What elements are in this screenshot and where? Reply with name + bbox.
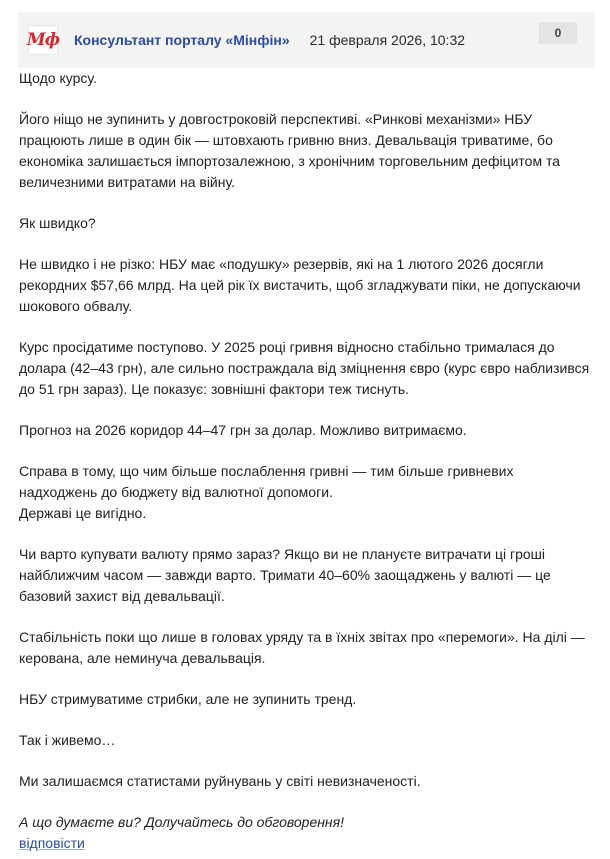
- paragraph-line: Справа в тому, що чим більше послаблення гривні — тим більше гривневих надходжень до бюджету від валютної допомоги.: [19, 463, 514, 500]
- paragraph-line: Його ніщо не зупинить у довгостроковій перспективі. «Ринкові механізми» НБУ працюють лише в один бік — штовхають гривню вниз. Девальвація триватиме, бо економіка залишається імпортозалежною, з хронічним торговельним дефіцитом та величезними витратами на війну.: [19, 111, 561, 190]
- paragraph: [19, 337, 594, 400]
- paragraph-line: НБУ стримуватиме стрибки, але не зупинить тренд.: [19, 691, 357, 707]
- paragraph-line: Щодо курсу.: [19, 70, 97, 86]
- comment-body: [19, 68, 594, 833]
- paragraph-line: Державі це вигідно.: [19, 505, 147, 521]
- paragraph-line: Не швидко і не різко: НБУ має «подушку» резервів, які на 1 лютого 2026 досягли рекордних $57,66 млрд. На цей рік їх вистачить, щоб згладжувати піки, не допускаючи шокового обвалу.: [19, 256, 581, 314]
- paragraph: [19, 68, 594, 89]
- rating-badge[interactable]: 0: [539, 22, 577, 44]
- comment-header: [18, 12, 595, 68]
- paragraph: [19, 689, 594, 710]
- paragraph-line: Стабільність поки що лише в головах уряду та в їхніх звітах про «перемоги». На ділі — керована, але неминуча девальвація.: [19, 629, 585, 666]
- closing-question: [19, 812, 594, 833]
- paragraph: [19, 627, 594, 669]
- paragraph-line: Чи варто купувати валюту прямо зараз? Якщо ви не плануєте витрачати ці гроші найближчим часом — завжди варто. Тримати 40–60% заощаджень у валюті — це базовий захист від девальвації.: [19, 546, 551, 604]
- paragraph-line: Прогноз на 2026 коридор 44–47 грн за долар. Можливо витримаємо.: [19, 422, 467, 438]
- paragraph: [19, 730, 594, 751]
- minfin-logo: Мф: [28, 25, 58, 55]
- author-link[interactable]: Консультант порталу «Мінфін»: [74, 32, 290, 48]
- paragraph-line: Так і живемо…: [19, 732, 116, 748]
- paragraph-line: А що думаєте ви? Долучайтесь до обговорення!: [19, 814, 345, 830]
- paragraph-line: Курс просідатиме поступово. У 2025 році гривня відносно стабільно трималася до долара (42–43 грн), але сильно постраждала від зміцнення євро (курс євро наблизився до 51 грн зараз). Це показує: зовнішні фактори теж тиснуть.: [19, 339, 590, 397]
- paragraph: [19, 213, 594, 234]
- paragraph: [19, 544, 594, 607]
- paragraph: [19, 109, 594, 193]
- paragraph: [19, 254, 594, 317]
- paragraph: [19, 461, 594, 524]
- reply-link[interactable]: відповісти: [19, 835, 85, 851]
- paragraph-line: Як швидко?: [19, 215, 96, 231]
- paragraph: [19, 420, 594, 441]
- comment-date: 21 февраля 2026, 10:32: [309, 32, 466, 48]
- paragraph-line: Ми залишаємся статистами руйнувань у світі невизначеності.: [19, 773, 421, 789]
- paragraph: [19, 771, 594, 792]
